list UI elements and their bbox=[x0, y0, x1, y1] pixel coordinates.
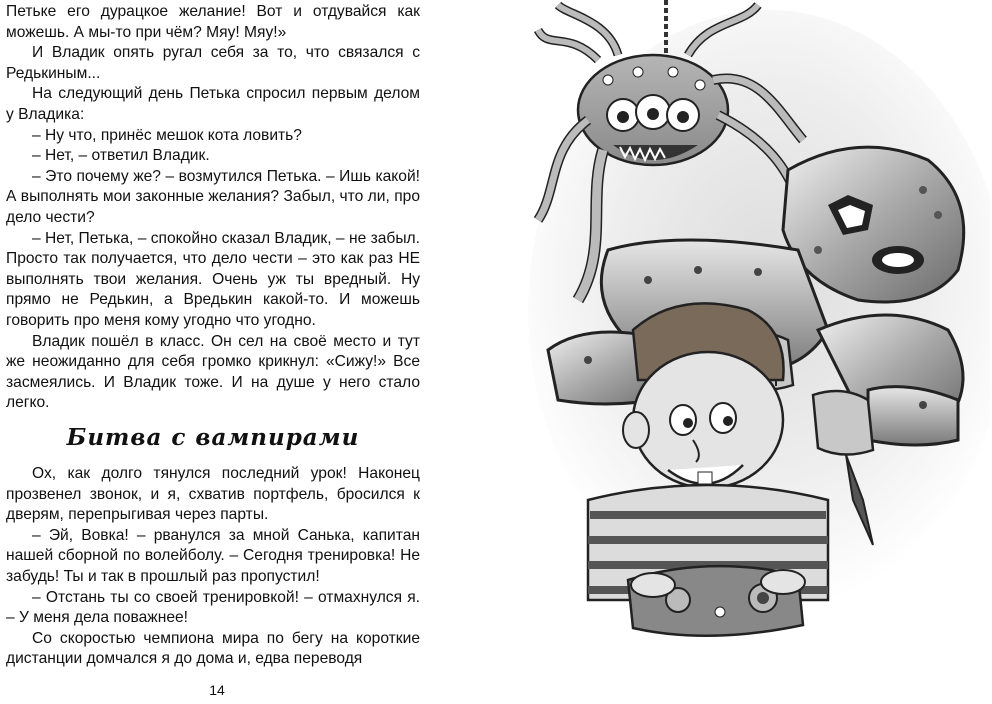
game-controller bbox=[628, 566, 805, 636]
paragraph: – Ну что, принёс мешок кота ловить? bbox=[32, 126, 302, 144]
page-number: 14 bbox=[209, 682, 225, 698]
paragraph: На следующий день Петька спросил первым делом у Владика: bbox=[6, 85, 420, 123]
paragraph: И Владик опять ругал себя за то, что связался с Редькиным... bbox=[6, 44, 420, 82]
paragraph: Петьке его дурацкое желание! Вот и отдувайся как можешь. А мы-то при чём? Мяу! Мяу!» bbox=[6, 3, 420, 41]
paragraph: – Нет, Петька, – спокойно сказал Владик, – не забыл. Просто так получается, что дело чести – это как раз НЕ выполнять твои желания. Очень уж ты вредный. Ну прямо не Редькин, а Вредькин какой-то. И можешь говорить про меня кому угодно что угодно. bbox=[6, 229, 420, 329]
paragraph: Со скоростью чемпиона мира по бегу на короткие дистанции домчался я до дома и, едва переводя bbox=[6, 629, 420, 668]
paragraph: Владик пошёл в класс. Он сел на своё место и тут же неожиданно для себя громко крикнул: «Сижу!» Все засмеялись. И Владик тоже. И на душе у него стало легко. bbox=[6, 332, 420, 412]
paragraph: Ох, как долго тянулся последний урок! Наконец прозвенел звонок, и я, схватив портфель, бросился к дверям, перепрыгивая через парты. bbox=[6, 465, 420, 524]
illustration-svg bbox=[528, 0, 990, 660]
paragraph: – Отстань ты со своей тренировкой! – отмахнулся я. – У меня дела поважнее! bbox=[6, 588, 420, 627]
paragraph: – Нет, – ответил Владик. bbox=[32, 147, 210, 165]
text-block-bottom bbox=[6, 464, 420, 670]
illustration bbox=[528, 0, 990, 660]
text-block-top bbox=[6, 2, 420, 414]
paragraph: – Это почему же? – возмутился Петька. – Ишь какой! А выполнять мои законные желания? Забыл, что ли, про дело чести? bbox=[6, 167, 420, 226]
paragraph: – Эй, Вовка! – рванулся за мной Санька, капитан нашей сборной по волейболу. – Сегодня тренировка! Не забудь! Ты и так в прошлый раз пропустил! bbox=[6, 526, 420, 585]
chapter-title: Битва с вампирами bbox=[66, 424, 360, 451]
left-page bbox=[6, 0, 420, 704]
